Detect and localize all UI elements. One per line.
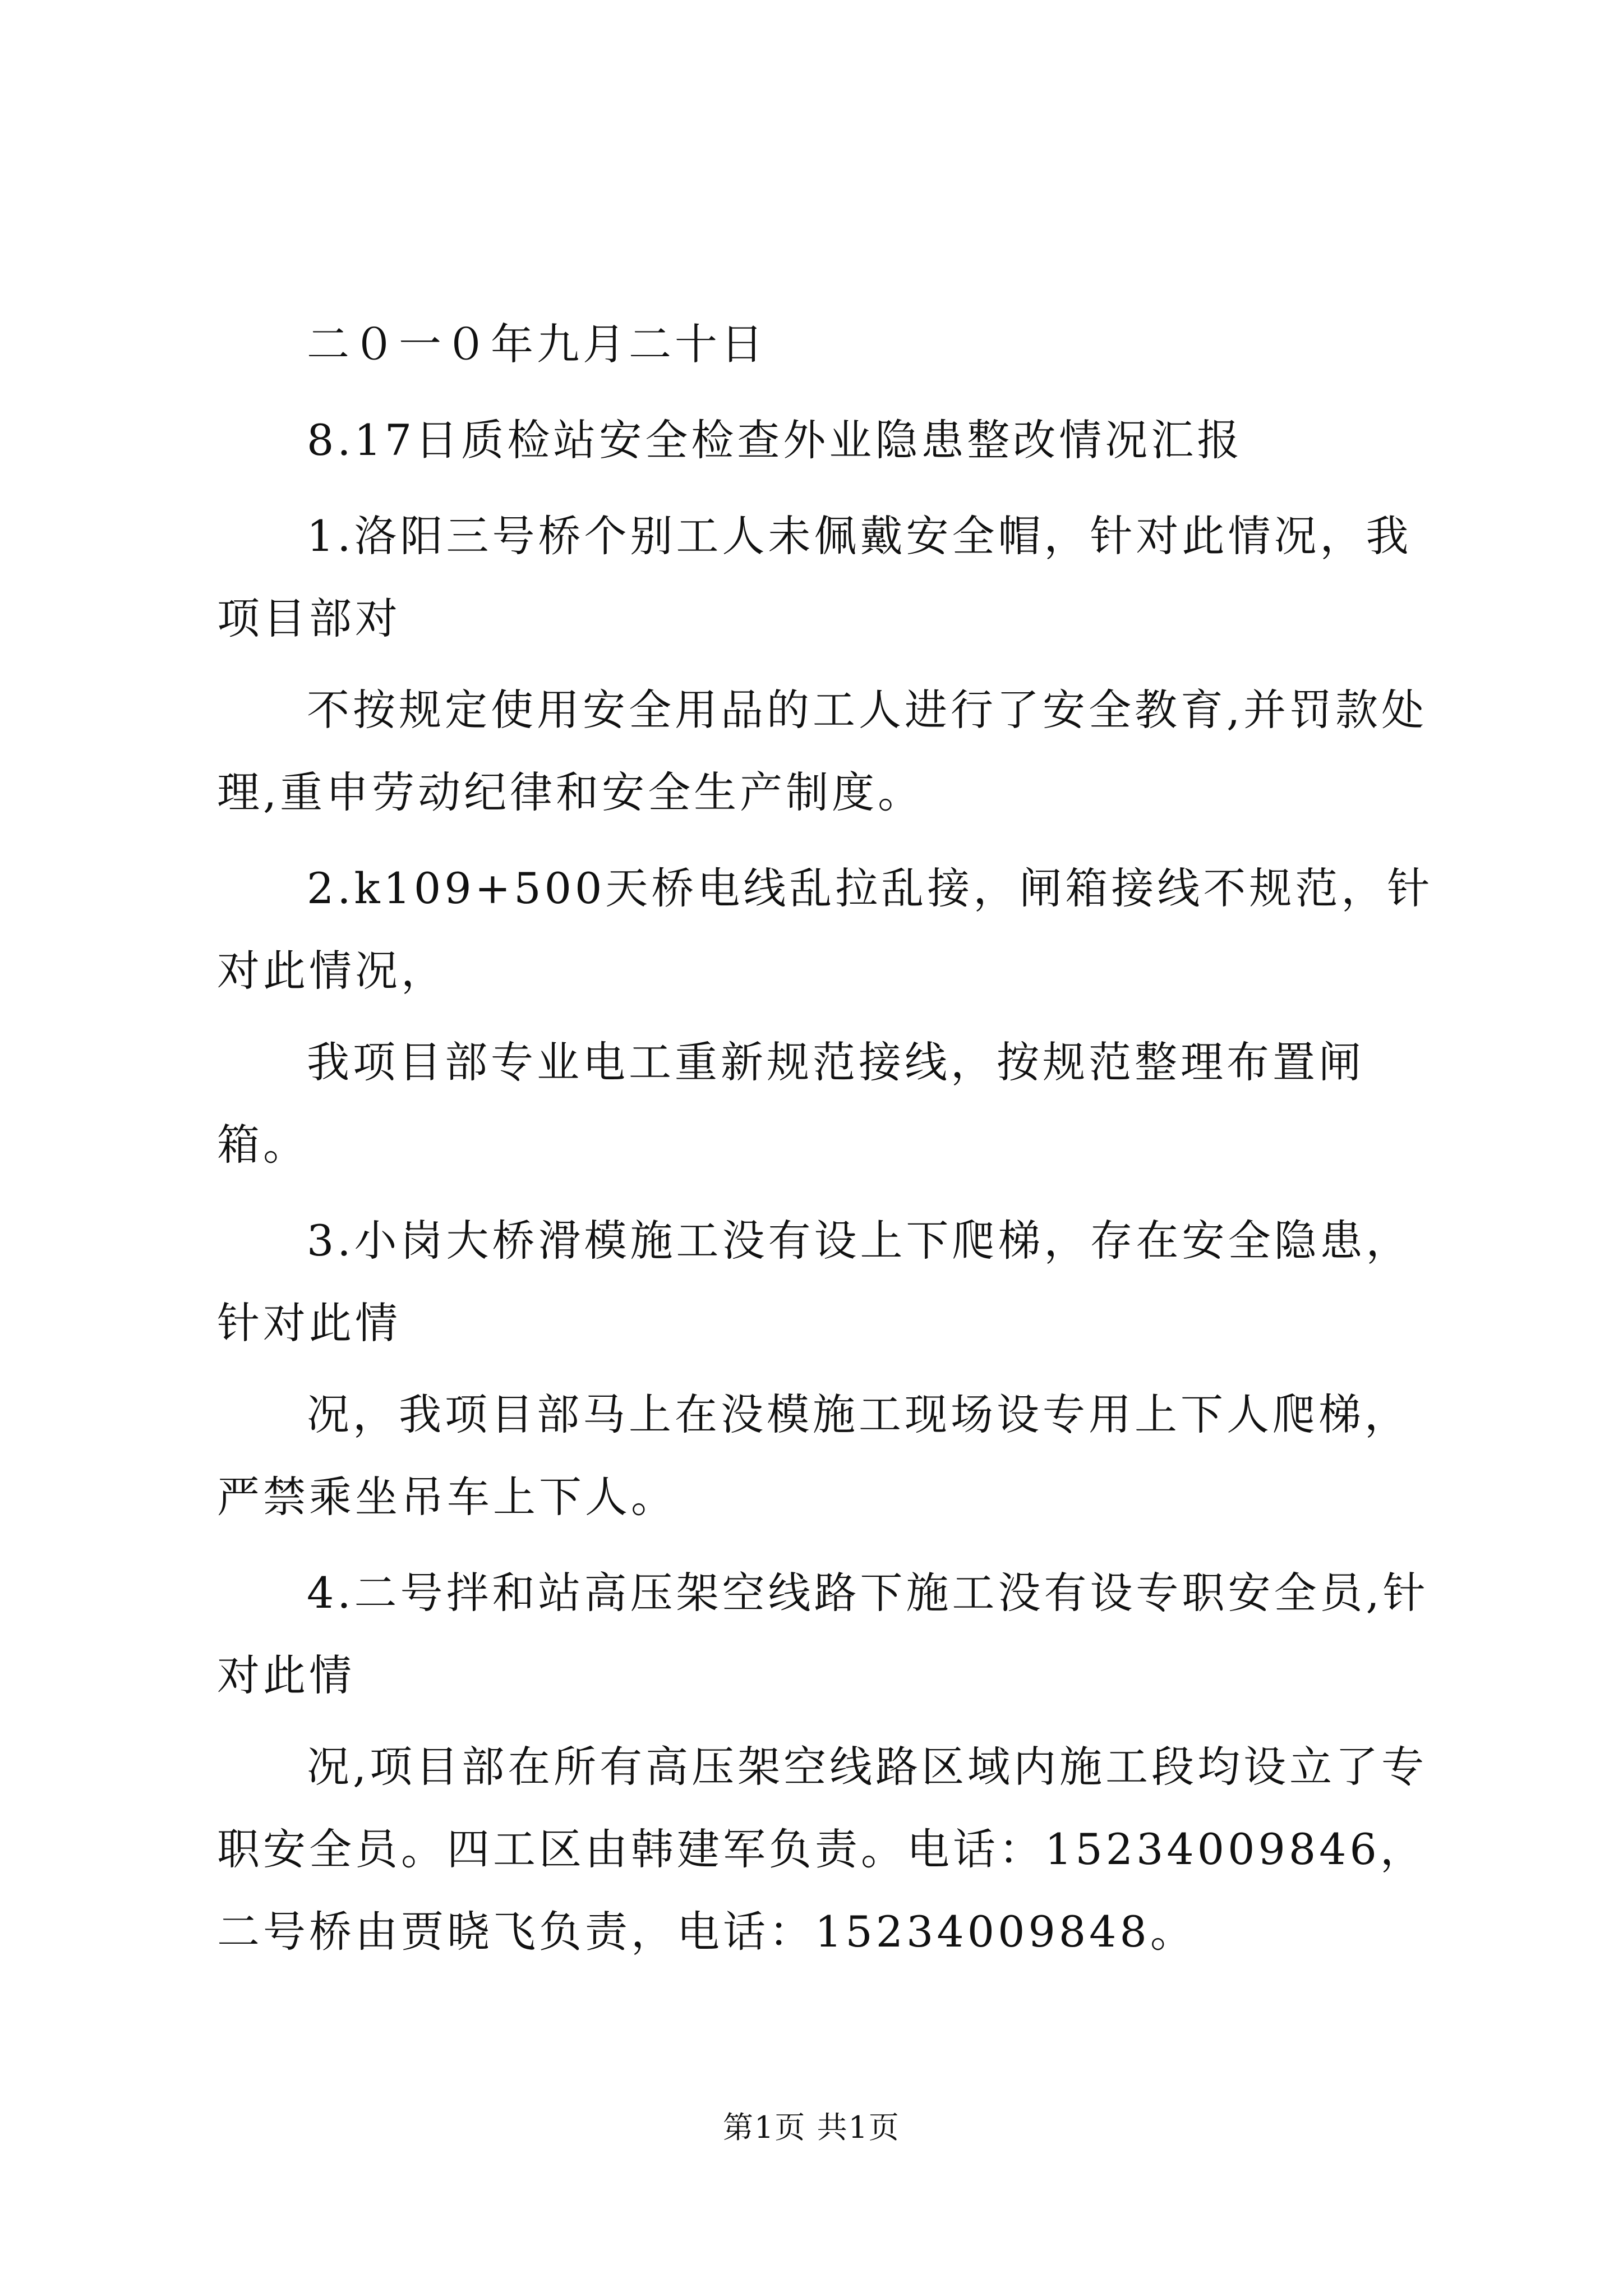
item-2-action: 我项目部专业电工重新规范接线，按规范整理布置闸箱。 <box>217 1037 1364 1170</box>
item-1-issue: 1.洛阳三号桥个别工人未佩戴安全帽，针对此情况，我项目部对 <box>217 511 1412 643</box>
report-title: 8.17日质检站安全检查外业隐患整改情况汇报 <box>307 415 1243 465</box>
item-4-issue: 4.二号拌和站高压架空线路下施工没有设专职安全员,针对此情 <box>217 1568 1429 1700</box>
item-4-action: 况,项目部在所有高压架空线路区域内施工段均设立了专职安全员。四工区由韩建军负责。电话：15234009846，二号桥由贾晓飞负责，电话：15234009848。 <box>217 1742 1428 1957</box>
date-line: 二０一０年九月二十日 <box>307 319 767 369</box>
item-3-issue: 3.小岗大桥滑模施工没有设上下爬梯，存在安全隐患，针对此情 <box>217 1216 1412 1348</box>
item-2-issue: 2.k109+500天桥电线乱拉乱接，闸箱接线不规范，针对此情况， <box>217 863 1433 996</box>
page-footer: 第1页 共1页 <box>723 2110 900 2145</box>
item-1-action: 不按规定使用安全用品的工人进行了安全教育,并罚款处理,重申劳动纪律和安全生产制度。 <box>217 685 1428 817</box>
document-body <box>217 303 1437 1986</box>
item-3-action: 况，我项目部马上在没模施工现场设专用上下人爬梯，严禁乘坐吊车上下人。 <box>217 1389 1410 1522</box>
